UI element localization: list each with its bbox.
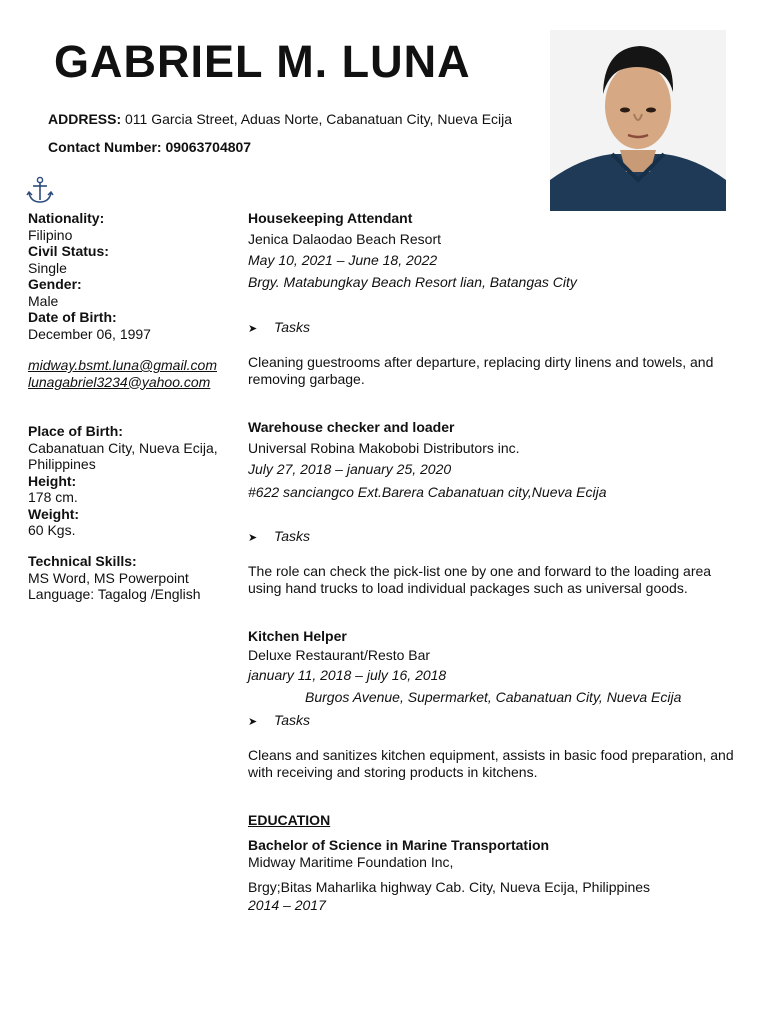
education-heading: EDUCATION <box>248 812 331 828</box>
tasks-label-2: Tasks <box>274 528 311 544</box>
job-dates-1: May 10, 2021 – June 18, 2022 <box>248 252 438 268</box>
pob-value-2: Philippines <box>28 456 96 472</box>
job-location-2: #622 sanciangco Ext.Barera Cabanatuan city,Nueva Ecija <box>248 484 607 500</box>
language-value: Language: Tagalog /English <box>28 586 201 602</box>
job-title-2: Warehouse checker and loader <box>248 419 455 435</box>
weight-label: Weight: <box>28 505 80 522</box>
nationality-value: Filipino <box>28 226 73 243</box>
height-value: 178 cm. <box>28 489 78 505</box>
arrowhead-bullet-icon: ➤ <box>248 323 258 335</box>
gender-value: Male <box>28 292 59 309</box>
dob-label: Date of Birth: <box>28 309 117 325</box>
physical-info <box>28 423 233 539</box>
education-degree: Bachelor of Science in Marine Transportation <box>248 837 550 853</box>
email-block <box>28 357 233 390</box>
email-link-2[interactable]: lunagabriel3234@yahoo.com <box>28 373 211 390</box>
nationality-label: Nationality: <box>28 210 105 226</box>
skills-value: MS Word, MS Powerpoint <box>28 569 189 586</box>
education-address: Brgy;Bitas Maharlika highway Cab. City, Nueva Ecija, Philippines <box>248 879 651 895</box>
civil-status-label: Civil Status: <box>28 243 109 259</box>
profile-photo <box>550 30 726 211</box>
job-title-3: Kitchen Helper <box>248 628 347 644</box>
job-description-2-line-2: using hand trucks to load individual packages such as universal goods. <box>248 580 688 596</box>
personal-info <box>28 210 233 342</box>
job-dates-2: July 27, 2018 – january 25, 2020 <box>248 461 452 477</box>
tasks-label-3: Tasks <box>274 712 311 728</box>
height-label: Height: <box>28 472 77 489</box>
email-link-1[interactable]: midway.bsmt.luna@gmail.com <box>28 357 218 373</box>
resume-name: GABRIEL M. LUNA <box>54 36 471 87</box>
job-description-2-line-1: The role can check the pick-list one by one and forward to the loading area <box>248 563 712 579</box>
job-company-2: Universal Robina Makobobi Distributors inc. <box>248 440 520 456</box>
tasks-label-1: Tasks <box>274 319 311 335</box>
job-description-2 <box>248 563 738 597</box>
portrait-illustration <box>550 30 726 211</box>
job-description-1-line-2: removing garbage. <box>248 371 365 387</box>
pob-value-1: Cabanatuan City, Nueva Ecija, <box>28 439 218 456</box>
job-description-3 <box>248 747 738 781</box>
job-description-1-line-1: Cleaning guestrooms after departure, replacing dirty linens and towels, and <box>248 354 714 370</box>
skills-label: Technical Skills: <box>28 553 137 569</box>
gender-label: Gender: <box>28 276 82 292</box>
arrowhead-bullet-icon: ➤ <box>248 532 258 544</box>
job-description-3-line-1: Cleans and sanitizes kitchen equipment, assists in basic food preparation, and <box>248 747 734 763</box>
job-company-3: Deluxe Restaurant/Resto Bar <box>248 647 431 663</box>
weight-value: 60 Kgs. <box>28 522 76 538</box>
address-value: 011 Garcia Street, Aduas Norte, Cabanatuan City, Nueva Ecija <box>121 111 513 127</box>
education-school: Midway Maritime Foundation Inc, <box>248 854 454 870</box>
pob-label: Place of Birth: <box>28 423 123 439</box>
education-years: 2014 – 2017 <box>248 897 326 913</box>
anchor-icon <box>26 176 54 206</box>
tasks-heading-1 <box>248 319 738 335</box>
tasks-heading-3 <box>248 712 738 728</box>
address-line <box>48 111 512 127</box>
civil-status-value: Single <box>28 259 67 276</box>
job-location-1: Brgy. Matabungkay Beach Resort lian, Batangas City <box>248 274 577 290</box>
arrowhead-bullet-icon: ➤ <box>248 716 258 728</box>
skills-block <box>28 553 233 603</box>
address-label: ADDRESS: <box>48 111 122 127</box>
job-title-1: Housekeeping Attendant <box>248 210 413 226</box>
job-description-3-line-2: with receiving and storing products in kitchens. <box>248 764 538 780</box>
job-company-1: Jenica Dalaodao Beach Resort <box>248 231 442 247</box>
dob-value: December 06, 1997 <box>28 325 151 342</box>
job-dates-3: january 11, 2018 – july 16, 2018 <box>248 667 447 683</box>
tasks-heading-2 <box>248 528 738 544</box>
job-location-3: Burgos Avenue, Supermarket, Cabanatuan City, Nueva Ecija <box>305 689 682 705</box>
contact-number: Contact Number: 09063704807 <box>48 139 252 155</box>
job-description-1 <box>248 354 738 388</box>
